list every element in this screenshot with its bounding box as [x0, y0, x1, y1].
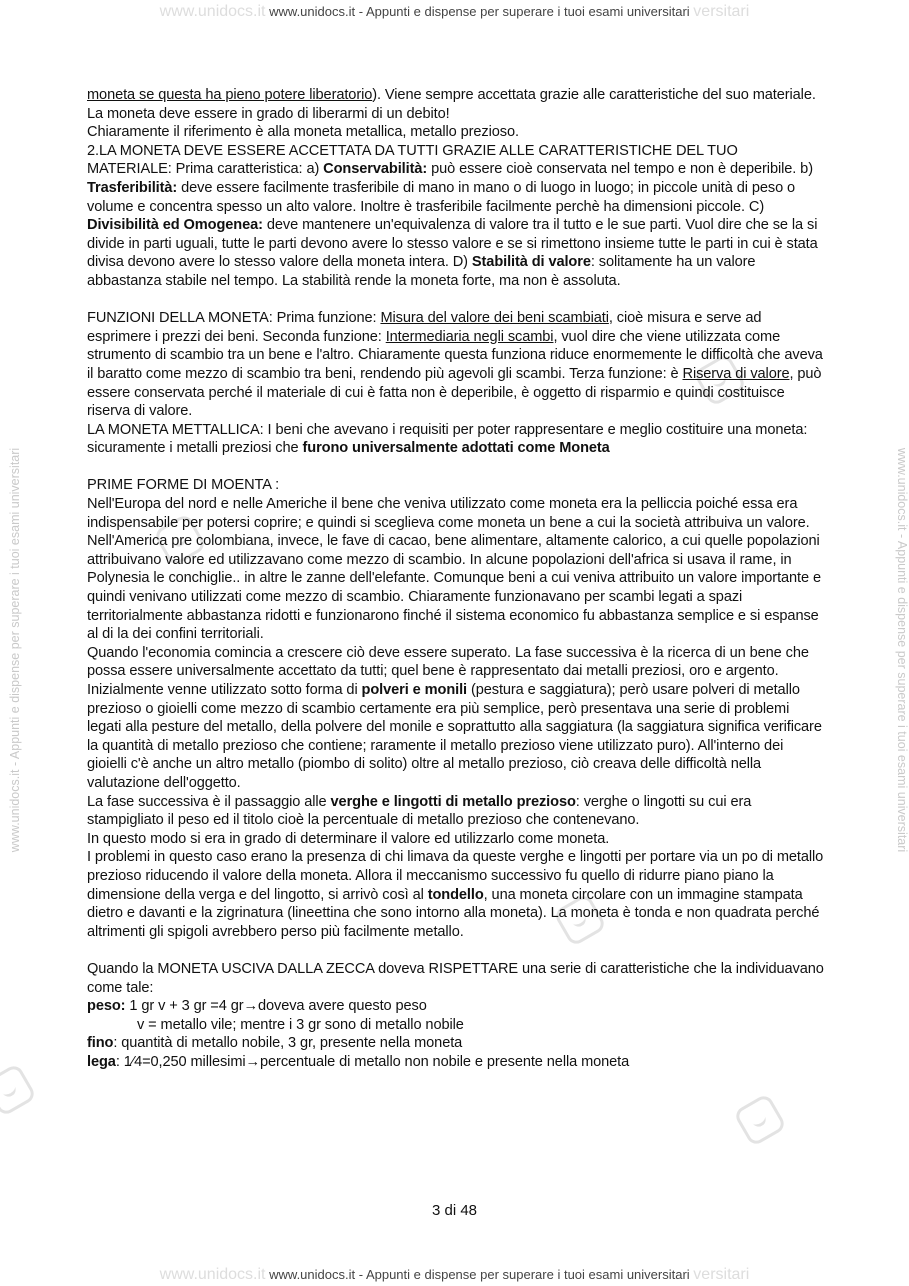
bold-text: verghe e lingotti di metallo prezioso [330, 793, 576, 810]
bold-text: Divisibilità ed Omogenea: [87, 217, 263, 234]
paragraph [87, 1034, 825, 1053]
text: Quando l'economia comincia a crescere ciò deve essere superato. La fase successiva è la ricerca di un bene che possa essere universalmente accettato da tutti; quel bene è rappresentato dai metalli preziosi, oro e argento. Inizialmente venne utilizzato sotto forma di [87, 644, 809, 698]
text: ). Viene sempre accettata grazie alle caratteristiche del suo materiale. La moneta deve essere in grado di liberarmi di un debito! [87, 87, 816, 122]
footer-watermark [0, 1266, 909, 1284]
underlined-text: Riserva di valore [682, 365, 790, 382]
paragraph: Quando la MONETA USCIVA DALLA ZECCA doveva RISPETTARE una serie di caratteristiche che la individuavano come tale: [87, 960, 824, 996]
left-side-watermark: www.unidocs.it - Appunti e dispense per superare i tuoi esami universitari [8, 447, 22, 853]
text: La fase successiva è il passaggio alle [87, 793, 331, 810]
text: : verghe o lingotti su cui era stampigliato il peso ed il titolo cioè la percentuale di metallo prezioso che contenevano. [87, 793, 752, 829]
bold-text: furono universalmente adottati come Moneta [302, 440, 610, 457]
spacer [87, 941, 825, 960]
paragraph [87, 421, 825, 458]
page-number: 3 di 48 [431, 1202, 478, 1219]
footer-watermark-right: versitari [693, 1266, 750, 1283]
spacer [87, 458, 825, 477]
paragraph [87, 142, 825, 291]
text: : solitamente ha un valore abbastanza stabile nel tempo. La stabilità rende la moneta forte, ma non è assoluta. [87, 254, 756, 289]
text: FUNZIONI DELLA MONETA: Prima funzione: [87, 310, 381, 327]
bold-text: Conservabilità: [323, 161, 428, 178]
bold-text: tondello [427, 886, 484, 903]
watermark-logo-icon [733, 1093, 788, 1148]
paragraph [87, 309, 825, 421]
bold-text: fino [87, 1035, 114, 1052]
text: , vuol dire che viene utilizzata come strumento di scambio tra un bene e l'altro. Chiaramente questa funziona riduce enormemente le difficoltà che aveva il baratto come mezzo di scambio tra beni, rendendo più agevoli gli scambi. Terza funzione: è [87, 328, 823, 382]
paragraph: v = metallo vile; mentre i 3 gr sono di metallo nobile [137, 1016, 464, 1033]
paragraph [87, 86, 825, 123]
bold-text: peso: [87, 998, 126, 1015]
text: può essere cioè conservata nel tempo e non è deperibile. b) [427, 161, 813, 178]
text: , una moneta circolare con un immagine stampata dietro e davanti e la zigrinatura (lineettina che sono intorno alla moneta). La moneta è tonda e non quadrata perché altrimenti gli spigoli avrebbero perso più facilmente metallo. [87, 886, 820, 940]
footer-watermark-left: www.unidocs.it [159, 1266, 266, 1283]
text: I problemi in questo caso erano la presenza di chi limava da queste verghe e lingotti per portare via un po di metallo prezioso riducendo il valore della moneta. Allora il meccanismo successivo fu quello di ridurre piano piano la dimensione della verga e del lingotto, si arrivò così al [87, 849, 824, 903]
bold-text: Trasferibilità: [87, 179, 178, 196]
bold-text: polveri e monili [361, 682, 467, 698]
underlined-text: Intermediaria negli scambi [385, 328, 554, 345]
paragraph [87, 848, 825, 941]
underlined-text: moneta se questa ha pieno potere liberatorio [87, 87, 373, 103]
footer-text: www.unidocs.it - Appunti e dispense per superare i tuoi esami universitari [269, 1267, 690, 1282]
paragraph [87, 793, 825, 830]
spacer [87, 291, 825, 310]
header-watermark-right: versitari [693, 3, 750, 20]
bold-text: Stabilità di valore [471, 254, 591, 271]
text: deve essere facilmente trasferibile di mano in mano o di luogo in luogo; in piccole unità di peso o volume e concentra spesso un alto valore. Inoltre è trasferibile facilmente perchè ha dimensioni piccole. C) [87, 179, 796, 215]
section-heading: PRIME FORME DI MOENTA : [87, 477, 280, 494]
text: : quantità di metallo nobile, 3 gr, presente nella moneta [113, 1035, 463, 1052]
paragraph: Nell'Europa del nord e nelle Americhe il bene che veniva utilizzato come moneta era la pelliccia poiché essa era indispensabile per potersi coprire; e quindi si sceglieva come moneta un bene a cui la società attribuiva un valore. Nell'America pre colombiana, invece, le fave di cacao, bene alimentare, altamente calorico, a cui quelle popolazioni attribuivano valore ed utilizzavano come mezzo di scambio. In alcune popolazioni dell'africa si usava il rame, in Polynesia le conchiglie.. in altre le zanne dell'elefante. Comunque beni a cui veniva attribuito un valore importante e quindi venivano utilizzati come mezzo di scambio. Chiaramente funzionavano per scambi legati a spazi territorialmente abbastanza ridotti e funzionarono finché il sistema economico fu abbastanza semplice e si espanse al di la dei confini territoriali. [87, 496, 821, 643]
paragraph [87, 644, 825, 793]
underlined-text: Misura del valore dei beni scambiati [380, 310, 609, 327]
text: 1 gr v + 3 gr =4 gr→doveva avere questo peso [125, 998, 427, 1015]
right-side-watermark: www.unidocs.it - Appunti e dispense per superare i tuoi esami universitari [895, 447, 909, 853]
text: : 1⁄4=0,250 millesimi→percentuale di metallo non nobile e presente nella moneta [115, 1053, 630, 1070]
paragraph: Chiaramente il riferimento è alla moneta metallica, metallo prezioso. [87, 124, 519, 141]
header-watermark-left: www.unidocs.it [159, 3, 266, 20]
text: 2.LA MONETA DEVE ESSERE ACCETTATA DA TUTTI GRAZIE ALLE CARATTERISTICHE DEL TUO MATERIALE: Prima caratteristica: a) [87, 142, 738, 178]
paragraph: In questo modo si era in grado di determinare il valore ed utilizzarlo come moneta. [87, 830, 610, 847]
text: (pestura e saggiatura); però usare polveri di metallo prezioso o gioielli come mezzo di scambio certamente era più semplice, però presentava una serie di problemi legati alla pesture del metallo, della polvere del monile e soprattutto alla saggiatura (la saggiatura significa verificare la quantità di metallo prezioso che contiene; raramente il metallo prezioso viene utilizzato puro). All'interno dei gioielli c'è anche un altro metallo (piombo di solito) oltre al metallo prezioso, ciò creava delle difficoltà nella valutazione dell'oggetto. [87, 682, 822, 791]
text: deve mantenere un'equivalenza di valore tra il tutto e le sue parti. Vuol dire che se la si divide in parti uguali, tutte le parti devono avere lo stesso valore e se si rimettono insieme tutte le parti in cui è stata divisa devono avere lo stesso valore della moneta intera. D) [87, 217, 818, 271]
document-body [87, 86, 825, 1071]
bold-text: lega [87, 1053, 116, 1070]
text: , cioè misura e serve ad esprimere i prezzi dei beni. Seconda funzione: [87, 310, 762, 345]
header-watermark [0, 3, 909, 21]
text: , può essere conservata perché il materiale di cui è fatta non è deperibile, è oggetto di risparmio e quindi costituisce riserva di valore. [87, 365, 822, 420]
paragraph [87, 1053, 825, 1072]
watermark-logo-icon [0, 1063, 37, 1118]
paragraph [87, 997, 825, 1016]
text: LA MONETA METTALLICA: I beni che avevano i requisiti per poter rappresentare e meglio costituire una moneta: sicuramente i metalli preziosi che [87, 421, 808, 457]
header-text: www.unidocs.it - Appunti e dispense per superare i tuoi esami universitari [269, 4, 690, 19]
